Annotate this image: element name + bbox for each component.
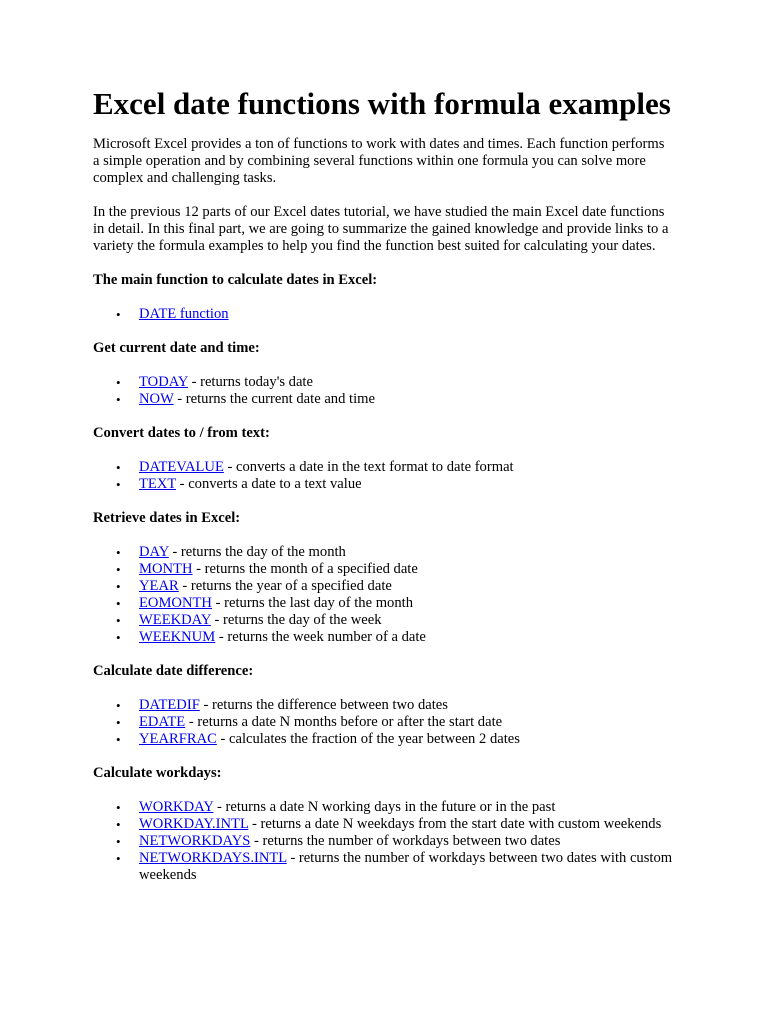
function-description: - returns the number of workdays between two dates with custom weekends bbox=[139, 850, 673, 883]
list-item bbox=[139, 731, 674, 748]
section-heading: The main function to calculate dates in Excel: bbox=[93, 272, 378, 288]
function-link[interactable]: WORKDAY.INTL bbox=[139, 816, 249, 832]
function-list bbox=[93, 374, 674, 408]
function-link[interactable]: NOW bbox=[139, 391, 174, 407]
list-item bbox=[139, 816, 674, 833]
function-description: - converts a date to a text value bbox=[176, 476, 362, 492]
function-description: - returns a date N months before or after the start date bbox=[185, 714, 503, 730]
list-item bbox=[139, 476, 674, 493]
function-description: - returns the last day of the month bbox=[211, 595, 413, 611]
function-sections bbox=[93, 272, 674, 884]
list-item bbox=[139, 391, 674, 408]
list-item bbox=[139, 850, 674, 884]
list-item bbox=[139, 833, 674, 850]
function-link[interactable]: TODAY bbox=[139, 374, 188, 390]
function-link[interactable]: DATEDIF bbox=[139, 697, 200, 713]
list-item bbox=[139, 799, 674, 816]
function-description: - returns a date N weekdays from the start date with custom weekends bbox=[248, 816, 662, 832]
list-item bbox=[139, 612, 674, 629]
function-link[interactable]: WORKDAY bbox=[139, 799, 214, 815]
function-link[interactable]: WEEKDAY bbox=[139, 612, 211, 628]
function-link[interactable]: TEXT bbox=[139, 476, 177, 492]
list-item bbox=[139, 561, 674, 578]
intro-paragraph: Microsoft Excel provides a ton of functions to work with dates and times. Each function performs a simple operation and by combining several functions within one formula you can solve more complex and challenging tasks. bbox=[93, 136, 665, 186]
function-link[interactable]: DATEVALUE bbox=[139, 459, 224, 475]
list-item bbox=[139, 629, 674, 646]
section-heading: Calculate workdays: bbox=[93, 765, 222, 781]
section-heading: Calculate date difference: bbox=[93, 663, 254, 679]
list-item bbox=[139, 697, 674, 714]
list-item bbox=[139, 714, 674, 731]
function-description: - returns the difference between two dates bbox=[199, 697, 448, 713]
function-link[interactable]: DAY bbox=[139, 544, 169, 560]
section-heading: Get current date and time: bbox=[93, 340, 260, 356]
function-description: - returns the day of the week bbox=[210, 612, 382, 628]
list-item bbox=[139, 459, 674, 476]
list-item bbox=[139, 374, 674, 391]
function-list bbox=[93, 459, 674, 493]
function-link[interactable]: EDATE bbox=[139, 714, 186, 730]
function-description: - returns the month of a specified date bbox=[192, 561, 418, 577]
section-heading: Retrieve dates in Excel: bbox=[93, 510, 241, 526]
section-heading: Convert dates to / from text: bbox=[93, 425, 270, 441]
function-link[interactable]: YEAR bbox=[139, 578, 179, 594]
function-link[interactable]: DATE function bbox=[139, 306, 229, 322]
summary-paragraph: In the previous 12 parts of our Excel dates tutorial, we have studied the main Excel date functions in detail. In this final part, we are going to summarize the gained knowledge and provide links to a variety the formula examples to help you find the function best suited for calculating your dates. bbox=[93, 204, 669, 254]
list-item bbox=[139, 544, 674, 561]
list-item bbox=[139, 306, 674, 323]
function-list bbox=[93, 799, 674, 884]
function-description: - returns the number of workdays between two dates bbox=[250, 833, 561, 849]
function-description: - returns the year of a specified date bbox=[178, 578, 392, 594]
function-link[interactable]: MONTH bbox=[139, 561, 193, 577]
list-item bbox=[139, 578, 674, 595]
page-title: Excel date functions with formula examples bbox=[93, 86, 671, 121]
function-description: - returns the day of the month bbox=[168, 544, 346, 560]
list-item bbox=[139, 595, 674, 612]
function-description: - calculates the fraction of the year between 2 dates bbox=[216, 731, 520, 747]
function-description: - converts a date in the text format to date format bbox=[223, 459, 514, 475]
function-link[interactable]: YEARFRAC bbox=[139, 731, 217, 747]
function-list bbox=[93, 306, 674, 323]
function-link[interactable]: NETWORKDAYS.INTL bbox=[139, 850, 287, 866]
function-description: - returns the week number of a date bbox=[215, 629, 426, 645]
function-link[interactable]: EOMONTH bbox=[139, 595, 212, 611]
function-description: - returns a date N working days in the future or in the past bbox=[213, 799, 556, 815]
function-link[interactable]: WEEKNUM bbox=[139, 629, 216, 645]
function-list bbox=[93, 544, 674, 646]
function-list bbox=[93, 697, 674, 748]
function-link[interactable]: NETWORKDAYS bbox=[139, 833, 251, 849]
function-description: - returns today's date bbox=[187, 374, 313, 390]
function-description: - returns the current date and time bbox=[173, 391, 375, 407]
